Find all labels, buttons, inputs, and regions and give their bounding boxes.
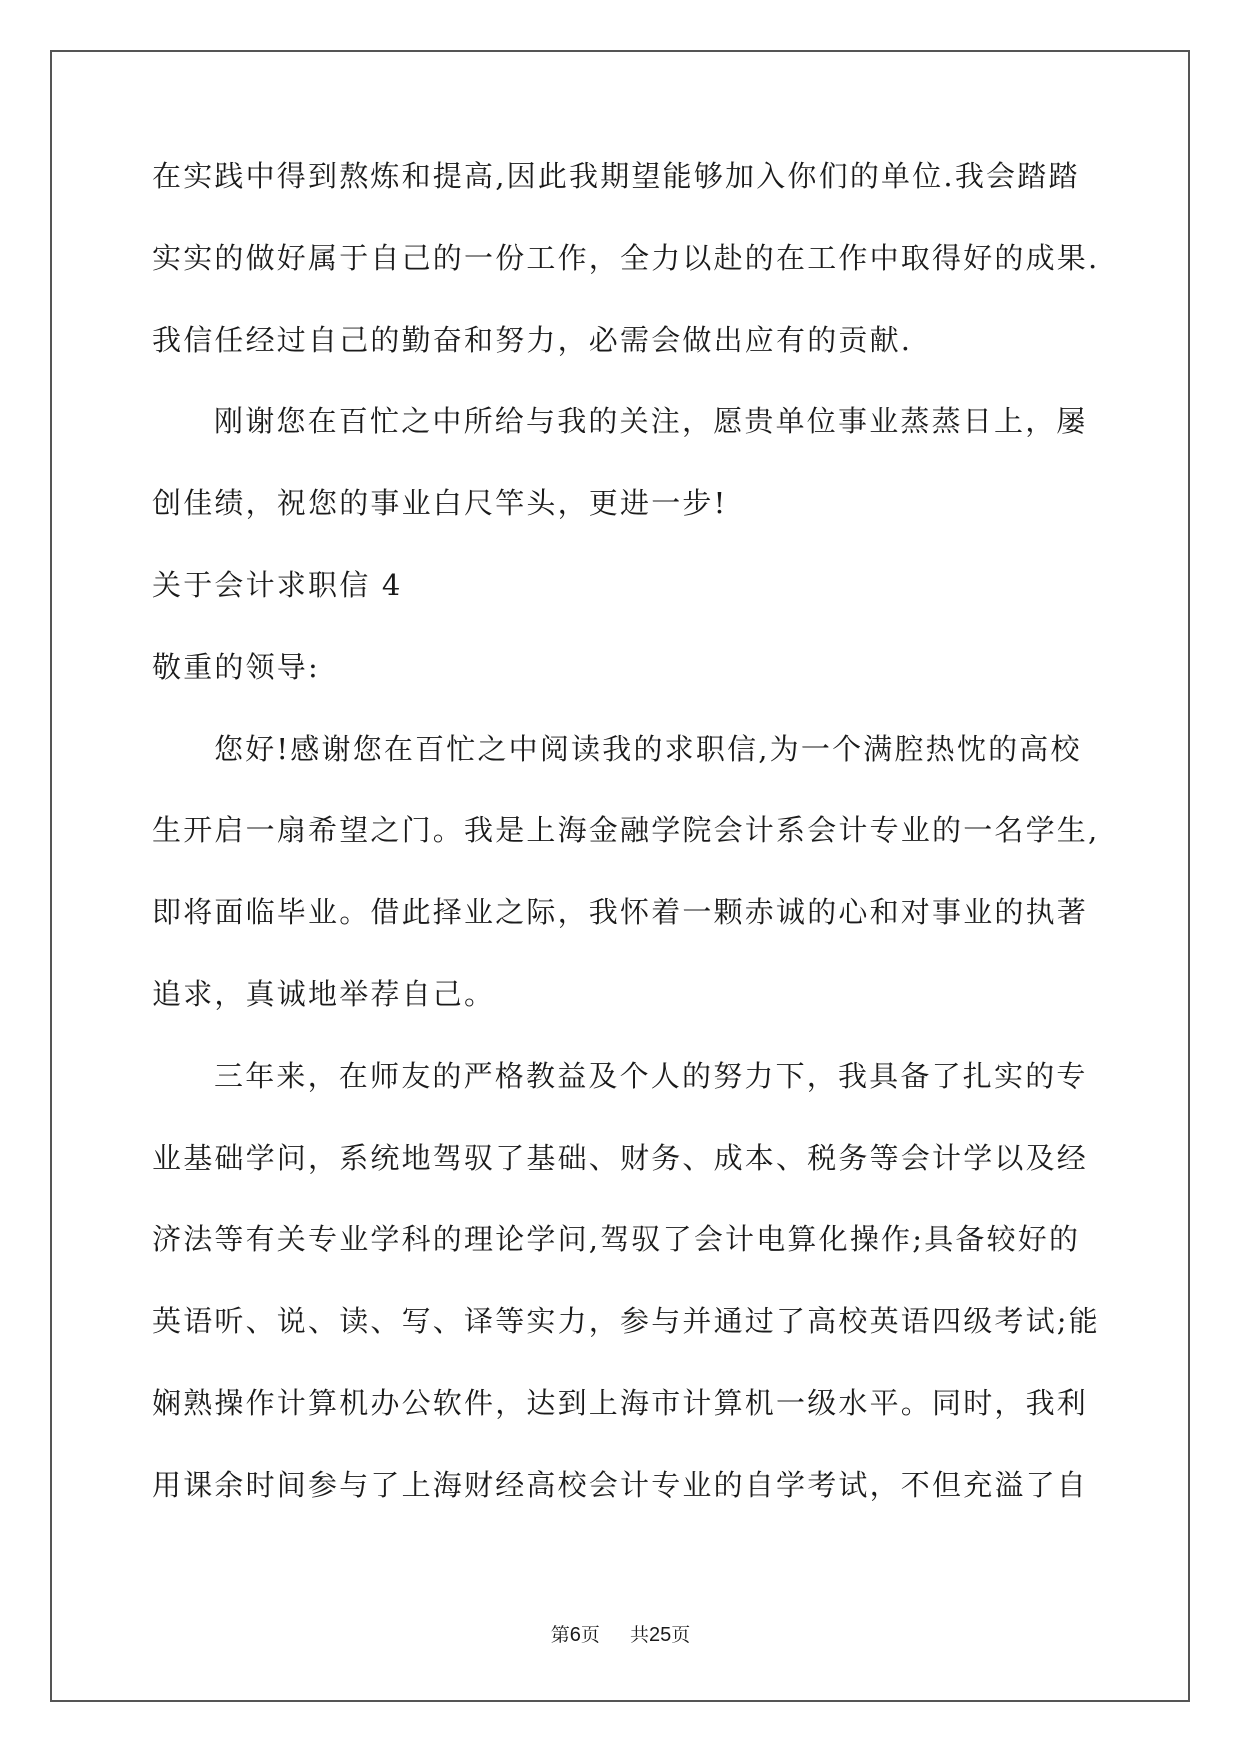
paragraph-line: 生开启一扇希望之门。我是上海金融学院会计系会计专业的一名学生, (152, 813, 1100, 848)
paragraph-line: 我信任经过自己的勤奋和努力，必需会做出应有的贡献. (152, 322, 913, 357)
paragraph-line: 业基础学问，系统地驾驭了基础、财务、成本、税务等会计学以及经 (152, 1140, 1089, 1175)
paragraph-line: 三年来，在师友的严格教益及个人的努力下，我具备了扎实的专 (214, 1058, 1088, 1093)
total-prefix: 共 (630, 1624, 650, 1646)
paragraph-line: 在实践中得到熬炼和提高,因此我期望能够加入你们的单位.我会踏踏 (152, 159, 1080, 193)
total-suffix: 页 (671, 1624, 691, 1646)
total-pages-number: 25 (649, 1624, 672, 1646)
document-body (152, 159, 1100, 1551)
paragraph-line: 用课余时间参与了上海财经高校会计专业的自学考试，不但充溢了自 (152, 1467, 1089, 1502)
current-page-number: 6 (569, 1624, 581, 1646)
section-heading: 关于会计求职信 4 (152, 567, 403, 602)
page-prefix: 第 (550, 1624, 570, 1646)
paragraph-line: 济法等有关专业学科的理论学问,驾驭了会计电算化操作;具备较好的 (152, 1222, 1081, 1257)
paragraph-line: 实实的做好属于自己的一份工作，全力以赴的在工作中取得好的成果. (152, 240, 1100, 275)
paragraph-line: 刚谢您在百忙之中所给与我的关注，愿贵单位事业蒸蒸日上，屡 (214, 404, 1088, 439)
salutation: 敬重的领导: (152, 649, 320, 684)
paragraph-line: 创佳绩，祝您的事业白尺竿头，更进一步! (152, 486, 728, 521)
page-footer (0, 1620, 1241, 1647)
paragraph-line: 娴熟操作计算机办公软件，达到上海市计算机一级水平。同时，我利 (152, 1385, 1089, 1420)
page-suffix: 页 (580, 1624, 600, 1646)
paragraph-line: 英语听、说、读、写、译等实力，参与并通过了高校英语四级考试;能 (152, 1304, 1100, 1339)
paragraph-line: 追求，真诚地举荐自己。 (152, 976, 496, 1011)
paragraph-line: 即将面临毕业。借此择业之际，我怀着一颗赤诚的心和对事业的执著 (152, 895, 1089, 930)
paragraph-line: 您好!感谢您在百忙之中阅读我的求职信,为一个满腔热忱的高校 (214, 731, 1082, 766)
